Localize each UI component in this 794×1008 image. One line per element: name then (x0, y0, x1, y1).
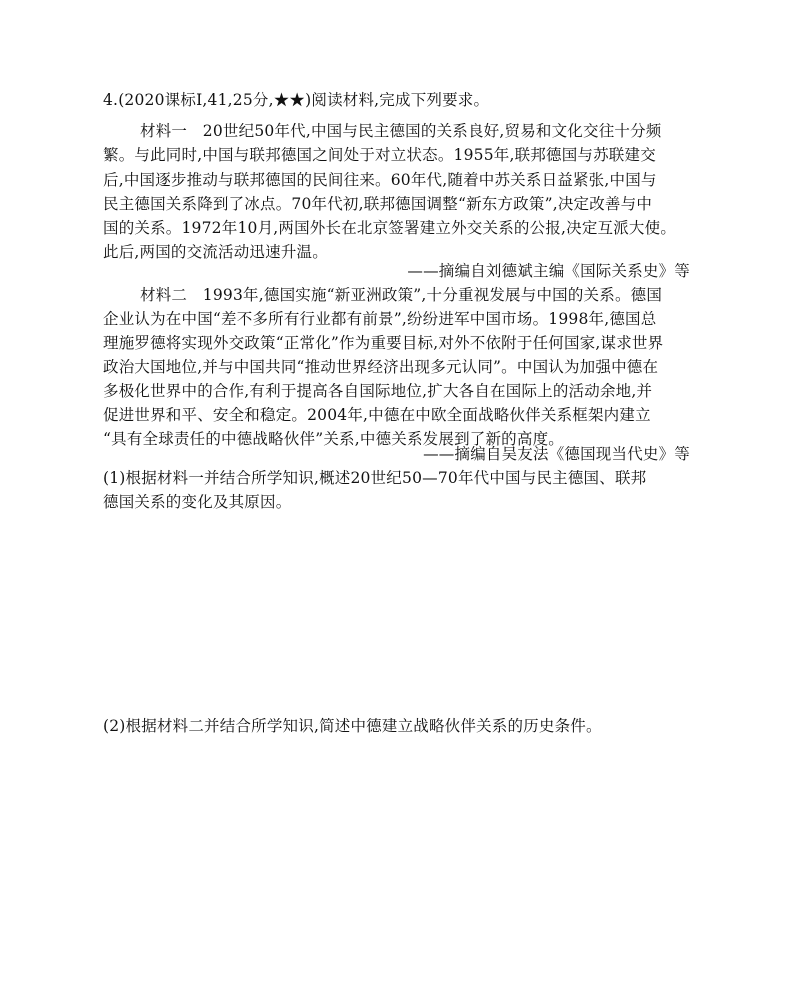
material2-line-3: 理施罗德将实现外交政策“正常化”作为重要目标,对外不依附于任何国家,谋求世界 (103, 334, 664, 352)
material1-line-3: 后,中国逐步推动与联邦德国的民间往来。60年代,随着中苏关系日益紧张,中国与 (103, 171, 657, 189)
material2-source: ——摘编自吴友法《德国现当代史》等 (423, 445, 690, 463)
answer-area-2 (103, 745, 693, 975)
material1-line-1: 材料一 20世纪50年代,中国与民主德国的关系良好,贸易和文化交往十分频 (140, 122, 662, 140)
material1-line-2: 繁。与此同时,中国与联邦德国之间处于对立状态。1955年,联邦德国与苏联建交 (103, 146, 656, 164)
material1-line-6: 此后,两国的交流活动迅速升温。 (103, 243, 328, 261)
material2-line-5: 多极化世界中的合作,有利于提高各自国际地位,扩大各自在国际上的活动余地,并 (103, 382, 653, 400)
material2-line-2: 企业认为在中国“差不多所有行业都有前景”,纷纷进军中国市场。1998年,德国总 (103, 310, 657, 328)
question-header: 4.(2020课标Ⅰ,41,25分,★★)阅读材料,完成下列要求。 (103, 91, 490, 109)
subquestion-1-line-1: (1)根据材料一并结合所学知识,概述20世纪50—70年代中国与民主德国、联邦 (103, 469, 647, 487)
material2-line-6: 促进世界和平、安全和稳定。2004年,中德在中欧全面战略伙伴关系框架内建立 (103, 406, 651, 424)
material1-line-5: 国的关系。1972年10月,两国外长在北京签署建立外交关系的公报,决定互派大使。 (103, 219, 677, 237)
subquestion-2-line-1: (2)根据材料二并结合所学知识,简述中德建立战略伙伴关系的历史条件。 (103, 717, 602, 735)
material1-source: ——摘编自刘德斌主编《国际关系史》等 (407, 262, 690, 280)
material2-line-7: “具有全球责任的中德战略伙伴”关系,中德关系发展到了新的高度。 (103, 430, 564, 448)
answer-area-1 (103, 520, 693, 705)
subquestion-1-line-2: 德国关系的变化及其原因。 (103, 493, 292, 511)
material2-line-1: 材料二 1993年,德国实施“新亚洲政策”,十分重视发展与中国的关系。德国 (140, 286, 663, 304)
material2-line-4: 政治大国地位,并与中国共同“推动世界经济出现多元认同”。中国认为加强中德在 (103, 358, 659, 376)
material1-line-4: 民主德国关系降到了冰点。70年代初,联邦德国调整“新东方政策”,决定改善与中 (103, 195, 653, 213)
